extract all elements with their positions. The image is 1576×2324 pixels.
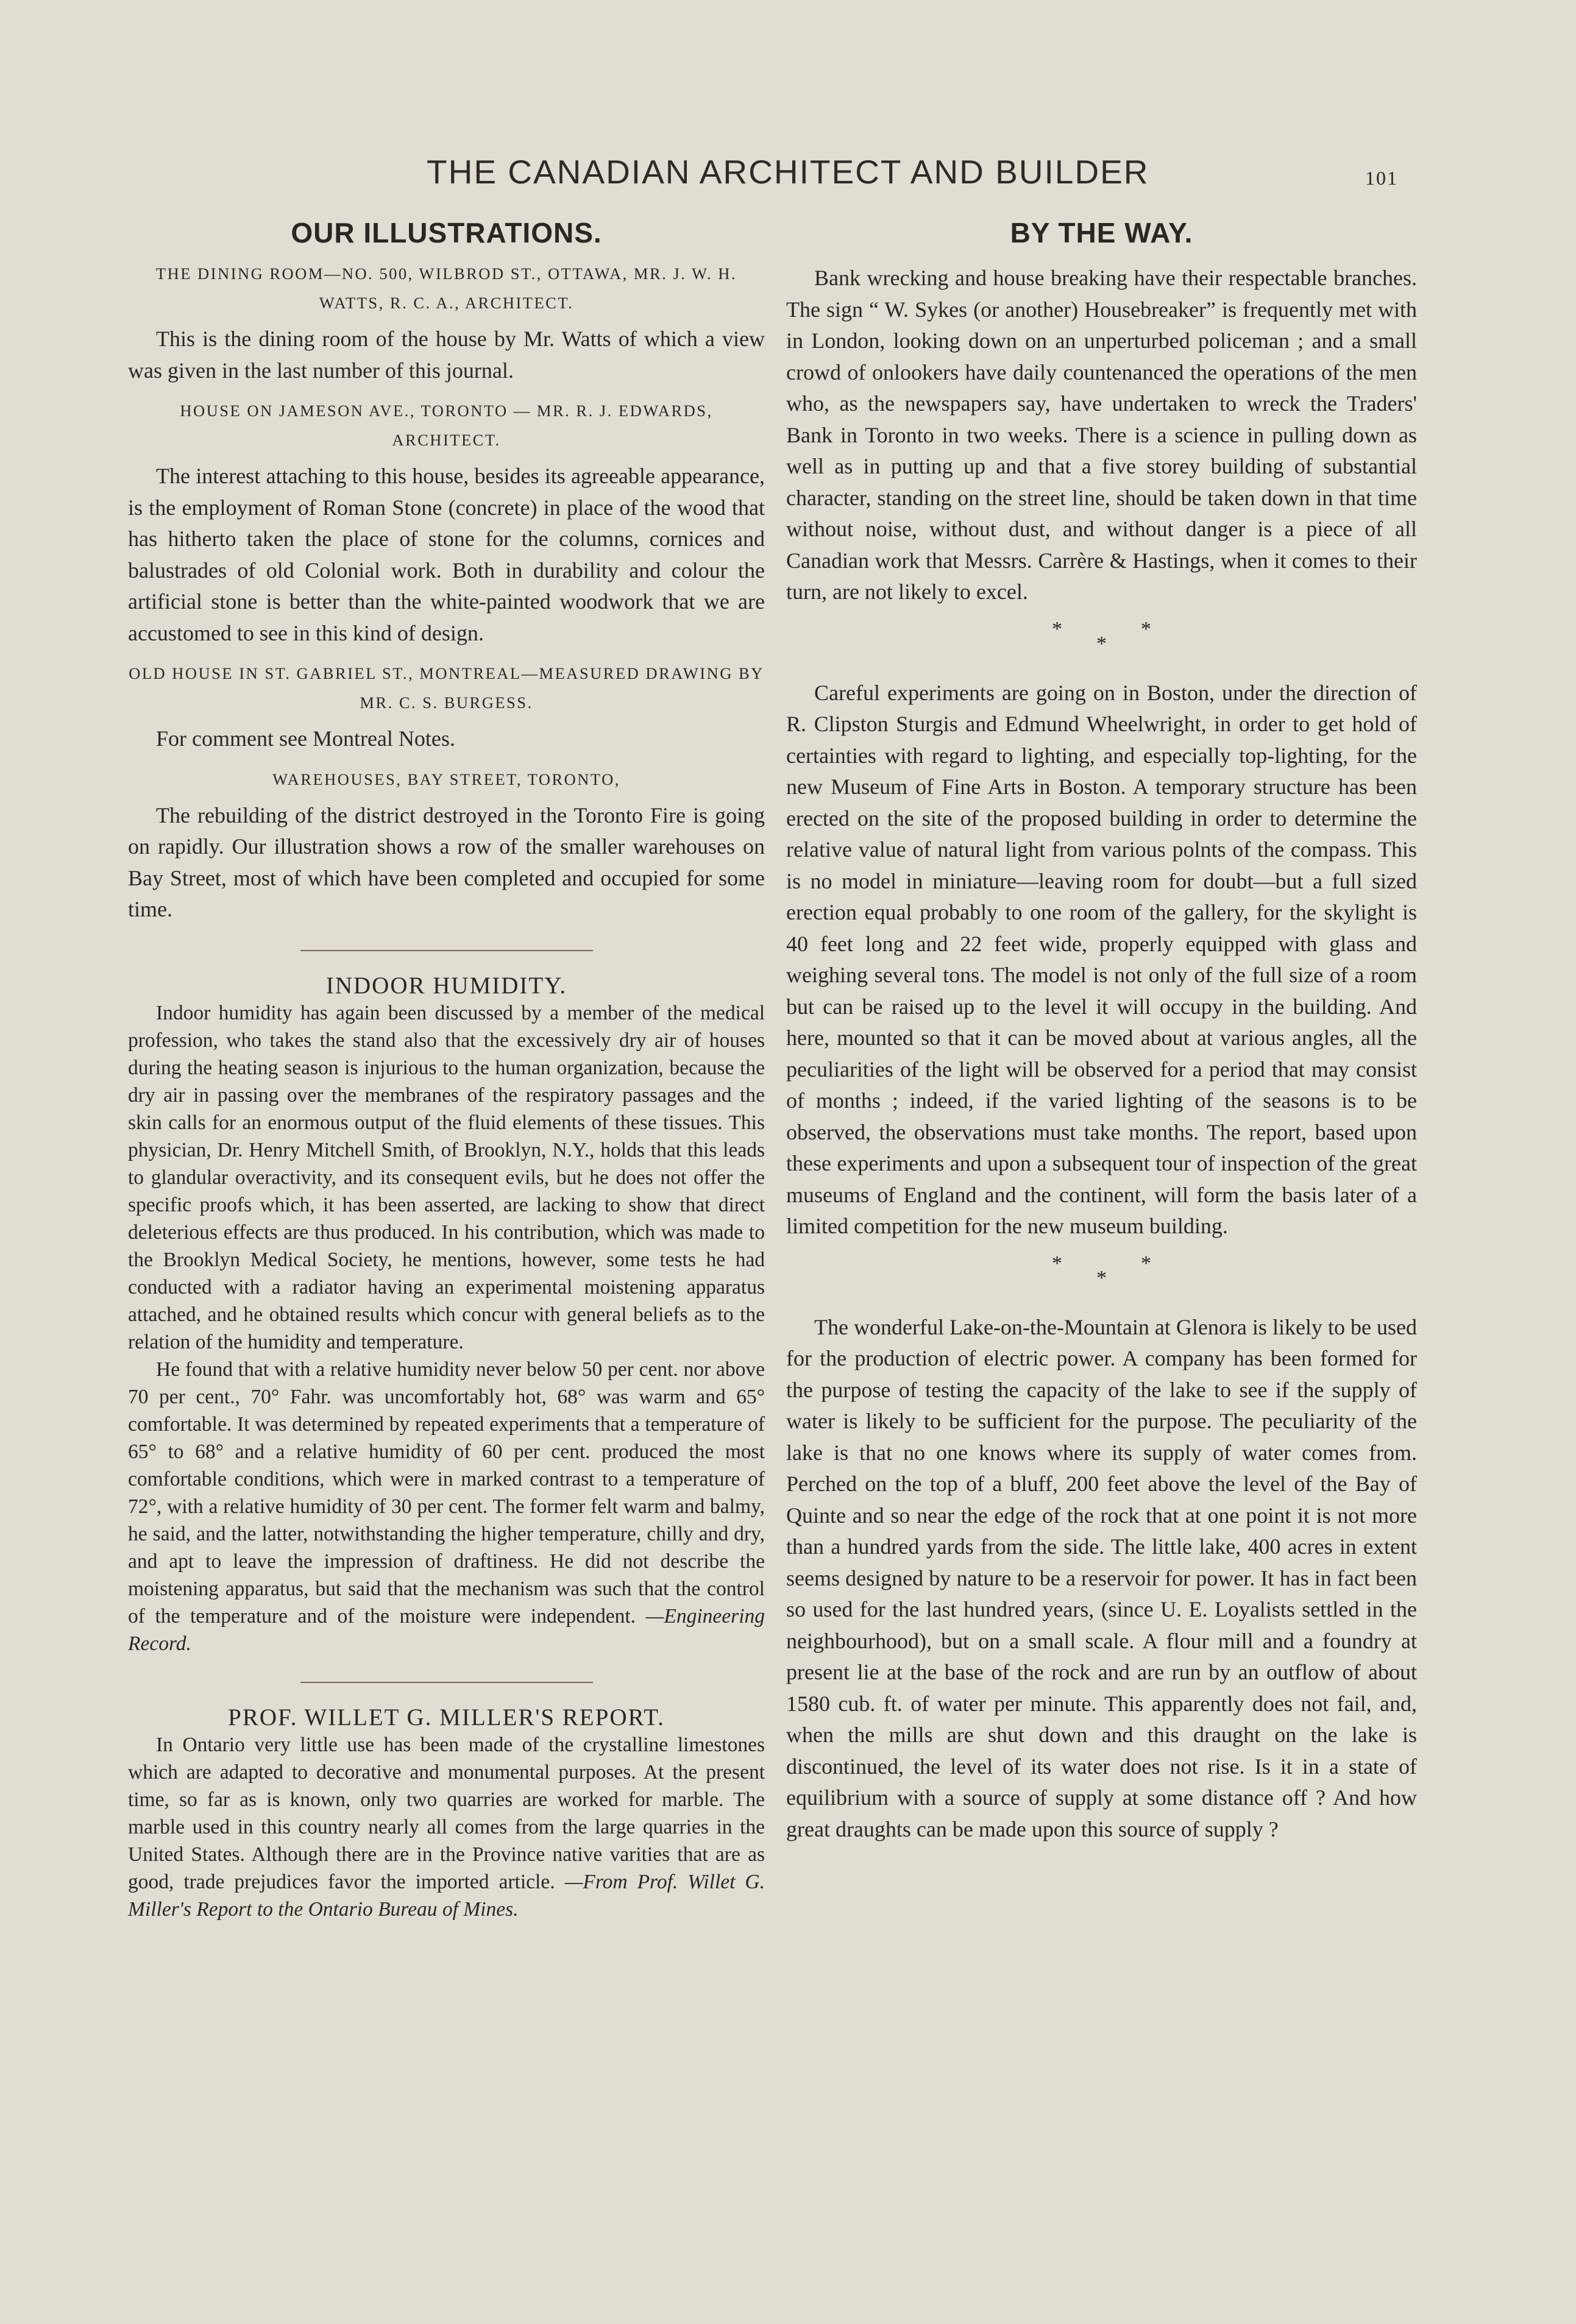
- by-the-way-heading: BY THE WAY.: [1010, 217, 1193, 249]
- by-the-way-paragraph: Careful experiments are going on in Boston, under the direction of R. Clipston Sturgis and Edmund Wheelwright, in order to get hold of certainties with regard to lighting, and especially top-lighting, for the new Museum of Fine Arts in Boston. A temporary structure has been erected on the site of the proposed building in order to determine the relative value of natural light from various polnts of the compass. This is no model in miniature—leaving room for doubt—but a full sized erection equal probably to one room of the gallery, for the skylight is 40 feet long and 22 feet wide, properly equipped with glass and weighing several tons. The model is not only of the full size of a room but can be raised up to the level it will occupy in the building. And here, mounted so that it can be moved about at various angles, all the peculiarities of the light will be observed for a period that may consist of months ; indeed, if the varied lighting of the seasons is to be observed, the observations must take months. The report, based upon these experiments and upon a subsequent tour of inspection of the great museums of England and the continent, will form the basis later of a limited competition for the new museum building.: [786, 680, 1417, 1238]
- report-paragraph: [128, 1731, 765, 1923]
- by-the-way-paragraph: The wonderful Lake-on-the-Mountain at Glenora is likely to be used for the production of electric power. A company has been formed for the purpose of testing the capacity of the lake to see if the supply of water is likely to be sufficient for the purpose. The peculiarity of the lake is that no one knows where its supply of water comes from. Perched on the top of a bluff, 200 feet above the level of the Bay of Quinte and so near the edge of the rock that at one point it is not more than a hundred yards from the side. The little lake, 400 acres in extent seems designed by nature to be a reservoir for power. It has in fact been so used for the last hundred years, (since U. E. Loyalists settled in the neighbourhood), but on a small scale. A flour mill and a foundry at present lie at the base of the rock and are run by an outflow of about 1580 cub. ft. of water per minute. This apparently does not fail, and, when the mills are shut down and this draught on the lake is discontinued, the level of its water does not rise. Is it in a state of equilibrium with a source of supply at some distance off ? And how great draughts can be made upon this source of supply ?: [786, 1314, 1417, 1841]
- humidity-article: [128, 999, 765, 1657]
- humidity-source: —Engineering Record.: [128, 1604, 765, 1655]
- report-source: —From Prof. Willet G. Miller's Report to the Ontario Bureau of Mines.: [128, 1870, 765, 1921]
- illustrations-heading: OUR ILLUSTRATIONS.: [291, 217, 602, 249]
- illustration-text: The rebuilding of the district destroyed in the Toronto Fire is going on rapidly. Our illustration shows a row of the smaller warehouses on Bay Street, most of which have been completed and occupied for some time.: [128, 802, 765, 921]
- illustration-caption: HOUSE ON JAMESON AVE., TORONTO — MR. R. J. EDWARDS, ARCHITECT.: [180, 402, 713, 449]
- humidity-paragraph: [128, 1356, 765, 1657]
- separator-star: *: [1052, 617, 1062, 640]
- humidity-paragraph-text: He found that with a relative humidity never below 50 per cent. nor above 70 per cent., 70° Fahr. was uncomfortably hot, 68° was warm and 65° comfortable. It was determined by repeated experiments that a temperature of 65° to 68° and a relative humidity of 60 per cent. produced the most comfortable conditions, which were in marked contrast to a temperature of 72°, with a relative humidity of 30 per cent. The former felt warm and balmy, he said, and the latter, notwithstanding the higher temperature, chilly and dry, and apt to leave the impression of draftiness. He did not describe the moistening apparatus, but said that the mechanism was such that the control of the temperature and of the moisture were independent.: [128, 1358, 765, 1628]
- separator-star: *: [1096, 1266, 1107, 1289]
- separator-star: *: [1141, 617, 1151, 640]
- section-divider: [300, 950, 593, 951]
- humidity-paragraph: Indoor humidity has again been discussed by a member of the medical profession, who takes the stand also that the excessively dry air of houses during the heating season is injurious to the human organization, because the dry air in passing over the membranes of the respiratory passages and the skin calls for an enormous output of the fluid elements of these tissues. This physician, Dr. Henry Mitchell Smith, of Brooklyn, N.Y., holds that this leads to glandular overactivity, and its consequent evils, but he does not offer the specific proofs which, it has been asserted, are lacking to show that direct deleterious effects are thus produced. In his contribution, which was made to the Brooklyn Medical Society, he mentions, however, some tests he had conducted with a radiator having an experimental moistening apparatus attached, and he obtained results which concur with general beliefs as to the relation of the humidity and temperature.: [128, 1001, 765, 1353]
- report-text: In Ontario very little use has been made of the crystalline limestones which are adapted to decorative and monumental purposes. At the present time, so far as is known, only two quarries are worked for marble. The marble used in this country nearly all comes from the large quarries in the United States. Although there are in the Province native varities that are as good, trade prejudices favor the imported article.: [128, 1733, 765, 1893]
- left-column: [128, 216, 765, 1923]
- illustration-text: The interest attaching to this house, besides its agreeable appearance, is the employment of Roman Stone (concrete) in place of the wood that has hitherto taken the place of stone for the columns, cornices and balustrades of old Colonial work. Both in durability and colour the artificial stone is better than the white-painted woodwork that we are accustomed to see in this kind of design.: [128, 464, 765, 645]
- separator-star: *: [1052, 1252, 1062, 1275]
- separator-star: *: [1141, 1252, 1151, 1275]
- illustration-caption: OLD HOUSE IN ST. GABRIEL ST., MONTREAL—MEASURED DRAWING BY MR. C. S. BURGESS.: [129, 664, 764, 712]
- by-the-way-paragraph: Bank wrecking and house breaking have their respectable branches. The sign “ W. Sykes (or another) Housebreaker” is frequently met with in London, looking down on an unperturbed policeman ; and a small crowd of onlookers have daily countenanced the operations of the men who, as the newspapers say, have undertaken to wreck the Traders' Bank in Toronto in two weeks. There is a science in pulling down as well as in putting up and that a five storey building of substantial character, standing on the street line, should be taken down in that time without noise, without dust, and without danger is a piece of all Canadian work that Messrs. Carrère & Hastings, when it comes to their turn, are not likely to excel.: [786, 266, 1417, 604]
- separator-star: *: [1096, 632, 1107, 655]
- journal-title: THE CANADIAN ARCHITECT AND BUILDER: [427, 153, 1149, 191]
- right-column: [786, 216, 1417, 1845]
- illustration-caption: WAREHOUSES, BAY STREET, TORONTO,: [272, 770, 620, 788]
- page-number: 101: [1365, 167, 1398, 189]
- illustration-text: For comment see Montreal Notes.: [156, 726, 455, 751]
- section-separator: [786, 619, 1417, 678]
- section-divider: [300, 1682, 593, 1683]
- page-header: [0, 146, 1576, 201]
- illustration-caption: THE DINING ROOM—NO. 500, WILBROD ST., OTTAWA, MR. J. W. H. WATTS, R. C. A., ARCHITECT.: [155, 264, 737, 312]
- report-heading: PROF. WILLET G. MILLER'S REPORT.: [228, 1704, 665, 1731]
- section-separator: [786, 1253, 1417, 1312]
- report-article: [128, 1731, 765, 1923]
- humidity-heading: INDOOR HUMIDITY.: [325, 972, 567, 999]
- illustration-text: This is the dining room of the house by Mr. Watts of which a view was given in the last number of this journal.: [128, 327, 765, 383]
